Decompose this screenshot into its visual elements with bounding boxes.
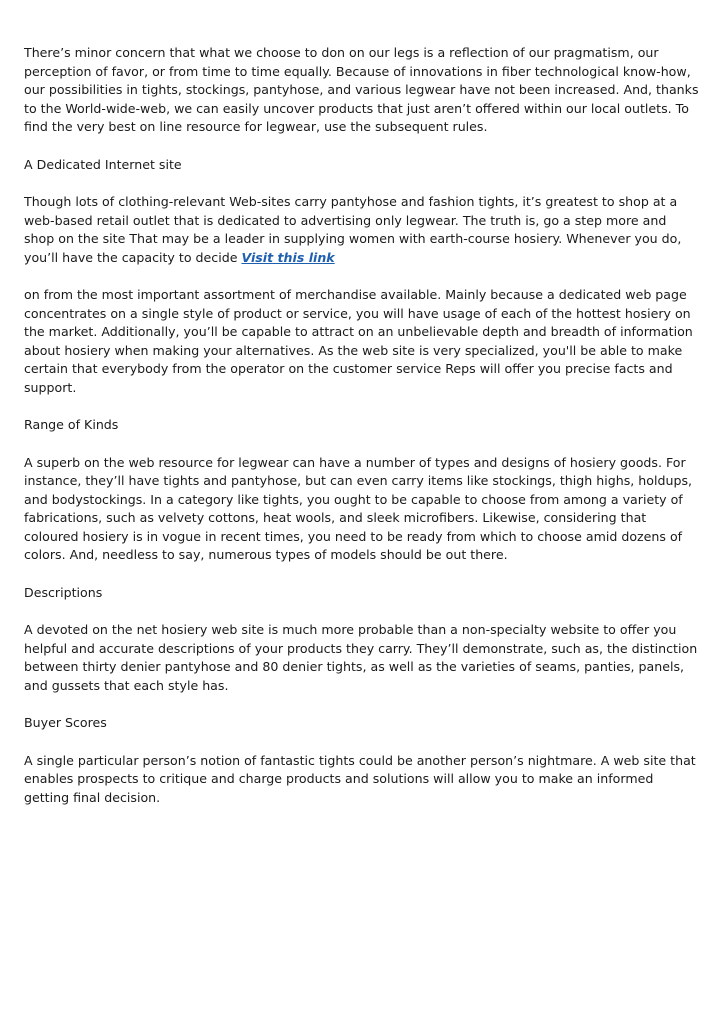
- descriptions-paragraph: A devoted on the net hosiery web site is much more probable than a non-specialty website to offer you helpful and accurate descriptions of your products they carry. They’ll demonstrate, such as, the distinction between thirty denier pantyhose and 80 denier tights, as well as the varieties of seams, panties, panels, and gussets that each style has.: [24, 622, 698, 693]
- dedicated-site-paragraph-continued: on from the most important assortment of merchandise available. Mainly because a dedicated web page concentrates on a single style of product or service, you will have usage of each of the hottest hosiery on the market. Additionally, you’ll be capable to attract on an unbelievable depth and breadth of information about hosiery when making your alternatives. As the web site is very specialized, you'll be able to make certain that everybody from the operator on the customer service Reps will offer you precise facts and support.: [24, 287, 693, 395]
- section-heading-dedicated-site: A Dedicated Internet site: [24, 156, 182, 172]
- document-page: [24, 44, 699, 826]
- section-heading-buyer-scores: Buyer Scores: [24, 715, 107, 730]
- buyer-scores-paragraph: A single particular person’s notion of fantastic tights could be another person’s nightmare. A web site that enables prospects to critique and charge products and solutions will allow you to make an informed getting final decision.: [24, 752, 696, 805]
- section-heading-range-of-kinds: Range of Kinds: [24, 417, 119, 432]
- visit-this-link[interactable]: Visit this link: [241, 249, 335, 265]
- intro-paragraph: There’s minor concern that what we choose to don on our legs is a reflection of our pragmatism, our perception of favor, or from time to time equally. Because of innovations in fiber technological know-how, our possibilities in tights, stockings, pantyhose, and various legwear have not been increased. And, thanks to the World-wide-web, we can easily uncover products that just aren’t offered within our local outlets. To find the very best on line resource for legwear, use the subsequent rules.: [24, 45, 699, 134]
- dedicated-site-text-before-link: Though lots of clothing-relevant Web-sites carry pantyhose and fashion tights, it’s greatest to shop at a web-based retail outlet that is dedicated to advertising only legwear. The truth is, go a step more and shop on the site That may be a leader in supplying women with earth-course hosiery. Whenever you do, you’ll have the capacity to decide: [24, 194, 682, 265]
- range-of-kinds-paragraph: A superb on the web resource for legwear can have a number of types and designs of hosiery goods. For instance, they’ll have tights and pantyhose, but can even carry items like stockings, thigh highs, holdups, and bodystockings. In a category like tights, you ought to be capable to choose from among a variety of fabrications, such as velvety cottons, heat wools, and sleek microfibers. Likewise, considering that coloured hosiery is in vogue in recent times, you need to be ready from which to choose amid dozens of colors. And, needless to say, numerous types of models should be out there.: [24, 454, 693, 562]
- section-heading-descriptions: Descriptions: [24, 584, 103, 600]
- dedicated-site-paragraph: [24, 193, 699, 267]
